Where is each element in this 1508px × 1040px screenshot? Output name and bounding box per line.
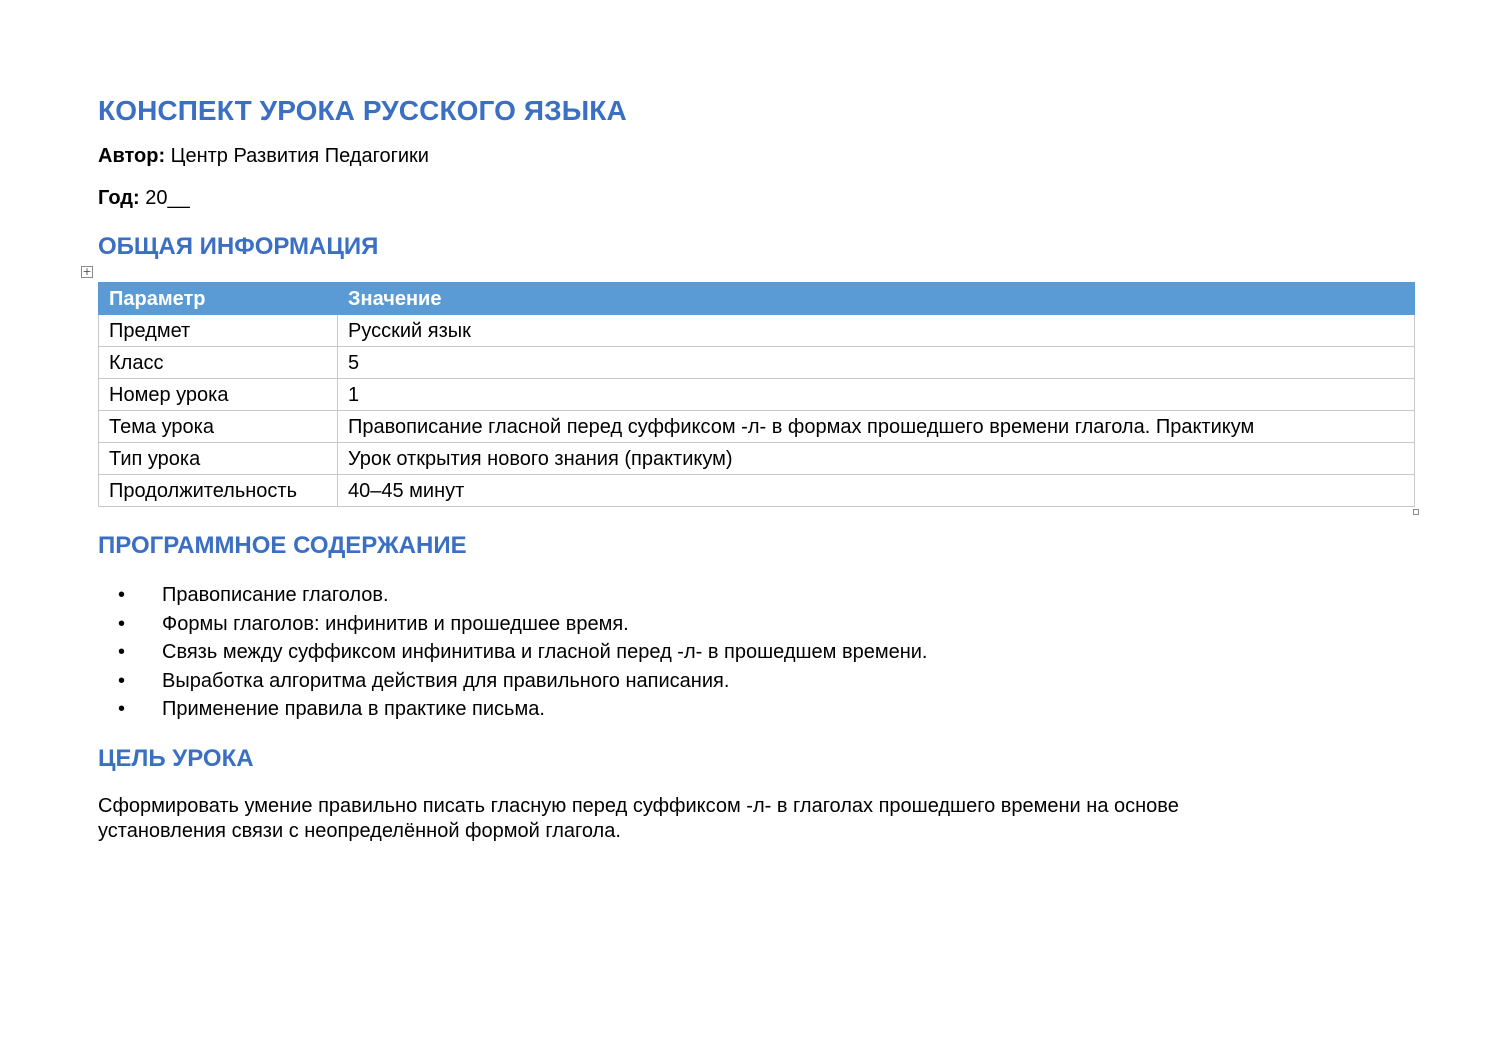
table-cell: Русский язык [338, 315, 1415, 347]
table-header-cell: Значение [338, 283, 1415, 315]
list-item [98, 638, 1412, 667]
table-cell: Номер урока [99, 379, 338, 411]
move-icon[interactable]: + [82, 265, 92, 278]
lesson-goal-heading: ЦЕЛЬ УРОКА [98, 744, 254, 772]
general-info-heading: ОБЩАЯ ИНФОРМАЦИЯ [98, 233, 379, 260]
year-value: 20__ [145, 187, 190, 209]
list-item-text: Связь между суффиксом инфинитива и гласной перед -л- в прошедшем времени. [162, 641, 928, 663]
table-row [99, 475, 1415, 507]
list-item-text: Выработка алгоритма действия для правильного написания. [162, 669, 730, 692]
list-item [98, 667, 1412, 696]
general-info-table [98, 282, 1415, 507]
list-item-text: Правописание глаголов. [162, 584, 389, 606]
document-title: КОНСПЕКТ УРОКА РУССКОГО ЯЗЫКА [98, 95, 627, 126]
bullet-icon: • [118, 669, 126, 692]
program-content-heading: ПРОГРАММНОЕ СОДЕРЖАНИЕ [98, 532, 467, 559]
table-row [99, 315, 1415, 347]
bullet-icon: • [118, 584, 126, 606]
table-cell: Правописание гласной перед суффиксом -л- в формах прошедшего времени глагола. Практикум [338, 411, 1415, 443]
bullet-icon: • [118, 698, 126, 720]
list-item-text: Формы глаголов: инфинитив и прошедшее время. [162, 612, 629, 635]
table-row [99, 411, 1415, 443]
list-item-text: Применение правила в практике письма. [162, 698, 545, 720]
table-cell: 1 [338, 379, 1415, 411]
year-line [98, 186, 1412, 210]
table-header-row [99, 283, 1415, 315]
table-row [99, 379, 1415, 411]
author-value: Центр Развития Педагогики [170, 145, 429, 167]
resize-handle-icon[interactable] [1413, 509, 1419, 515]
author-label: Автор: [98, 145, 166, 167]
table-row [99, 443, 1415, 475]
table-cell: Тип урока [99, 443, 338, 475]
list-item [98, 695, 1412, 724]
lesson-goal-text: Сформировать умение правильно писать гласную перед суффиксом -л- в глаголах прошедшего времени на основе установления связи с неопределённой формой глагола. [98, 794, 1179, 842]
list-item [98, 581, 1412, 610]
table-header-cell: Параметр [99, 283, 338, 315]
author-line [98, 144, 1412, 168]
table-row [99, 347, 1415, 379]
table-cell: Предмет [99, 315, 338, 347]
table-cell: Тема урока [99, 411, 338, 443]
bullet-icon: • [118, 612, 126, 635]
general-info-table-container [82, 265, 1414, 507]
table-cell: Урок открытия нового знания (практикум) [338, 443, 1415, 475]
list-item [98, 610, 1412, 639]
program-content-list [98, 581, 1412, 724]
table-cell: 40–45 минут [338, 475, 1415, 507]
table-cell: Продолжительность [99, 475, 338, 507]
bullet-icon: • [118, 641, 126, 663]
year-label: Год: [98, 187, 140, 209]
table-cell: Класс [99, 347, 338, 379]
table-cell: 5 [338, 347, 1415, 379]
